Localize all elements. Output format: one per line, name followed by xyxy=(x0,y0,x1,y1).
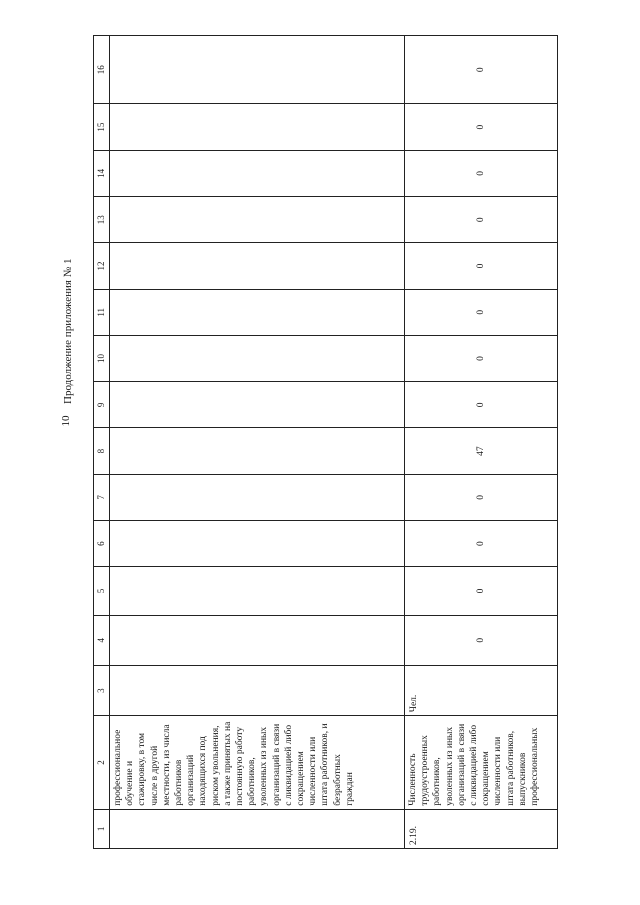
header-cell: 15 xyxy=(94,104,110,150)
value-cell: 0 xyxy=(405,289,558,335)
header-cell: 4 xyxy=(94,615,110,665)
value-cell xyxy=(110,567,405,615)
value-cell xyxy=(110,104,405,150)
value-cell xyxy=(110,335,405,381)
page-number: 10 xyxy=(60,415,72,427)
header-cell: 1 xyxy=(94,809,110,848)
value-cell: 0 xyxy=(405,615,558,665)
header-cell: 14 xyxy=(94,150,110,196)
value-cell xyxy=(110,474,405,520)
value-cell xyxy=(110,382,405,428)
header-cell: 7 xyxy=(94,474,110,520)
unit-cell: Чел. xyxy=(405,665,558,715)
data-table-rotated xyxy=(93,35,547,849)
value-cell: 0 xyxy=(405,474,558,520)
header-cell: 12 xyxy=(94,243,110,289)
row-number-cell xyxy=(110,809,405,848)
table-row xyxy=(110,36,405,849)
header-cell: 9 xyxy=(94,382,110,428)
indicator-name-cell: профессиональное обучение и стажировку, в том числе в другой местности, из числа работников организаций находящихся под риском увольнения, а также принятых на постоянную работу работников, уволенных из иных организаций в связи с ликвидацией либо сокращением численности или штата работников, и безработных граждан xyxy=(110,716,405,810)
value-cell: 0 xyxy=(405,521,558,567)
header-cell: 10 xyxy=(94,335,110,381)
header-cell: 16 xyxy=(94,36,110,105)
header-cell: 3 xyxy=(94,665,110,715)
data-table xyxy=(93,35,558,849)
value-cell: 0 xyxy=(405,150,558,196)
value-cell: 0 xyxy=(405,36,558,105)
table-row xyxy=(405,36,558,849)
value-cell xyxy=(110,243,405,289)
header-cell: 13 xyxy=(94,197,110,243)
value-cell: 47 xyxy=(405,428,558,474)
value-cell xyxy=(110,289,405,335)
value-cell: 0 xyxy=(405,197,558,243)
table-header-row xyxy=(94,36,110,849)
value-cell xyxy=(110,615,405,665)
header-cell: 5 xyxy=(94,567,110,615)
value-cell: 0 xyxy=(405,243,558,289)
value-cell xyxy=(110,428,405,474)
value-cell xyxy=(110,150,405,196)
value-cell: 0 xyxy=(405,567,558,615)
value-cell: 0 xyxy=(405,104,558,150)
indicator-name-cell: Численность трудоустроенных работников, уволенных из иных организаций в связи с ликвидацией либо сокращением численности или штата работников, выпускников профессиональных xyxy=(405,716,558,810)
header-cell: 11 xyxy=(94,289,110,335)
header-cell: 8 xyxy=(94,428,110,474)
value-cell: 0 xyxy=(405,335,558,381)
header-cell: 6 xyxy=(94,521,110,567)
row-number-cell: 2.19. xyxy=(405,809,558,848)
value-cell xyxy=(110,197,405,243)
header-cell: 2 xyxy=(94,716,110,810)
value-cell xyxy=(110,521,405,567)
value-cell: 0 xyxy=(405,382,558,428)
page-title: Продолжение приложения № 1 xyxy=(62,258,74,404)
unit-cell xyxy=(110,665,405,715)
value-cell xyxy=(110,36,405,105)
